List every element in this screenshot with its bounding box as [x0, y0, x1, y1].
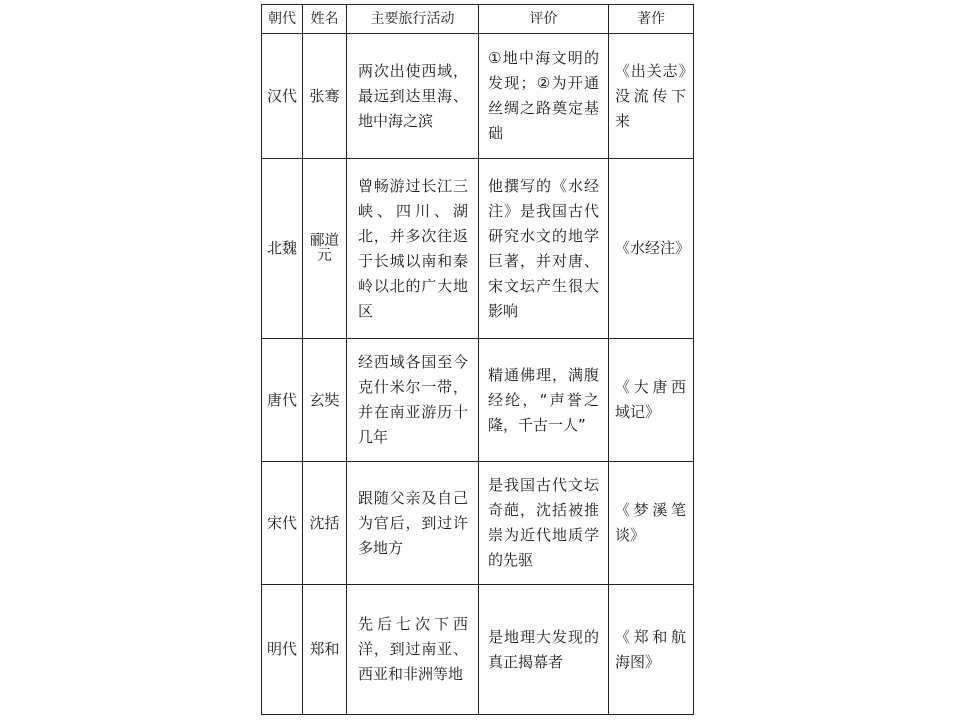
header-name: 姓名	[303, 5, 347, 34]
cell-activity	[347, 585, 479, 715]
header-dynasty: 朝代	[262, 5, 303, 34]
header-activity: 主要旅行活动	[347, 5, 479, 34]
evaluation-text: 是地理大发现的真正揭幕者	[488, 627, 599, 671]
table-header-row	[262, 5, 694, 34]
cell-dynasty: 唐代	[262, 339, 303, 462]
cell-evaluation	[479, 159, 609, 339]
cell-name: 郑和	[303, 585, 347, 715]
cell-work	[609, 339, 694, 462]
activity-text: 经西域各国至今克什米尔一带，并在南亚游历十几年	[358, 353, 468, 446]
cell-evaluation	[479, 585, 609, 715]
table-row	[262, 34, 694, 159]
evaluation-text: ①地中海文明的发现；②为开通丝绸之路奠定基础	[488, 49, 599, 142]
cell-work	[609, 462, 694, 585]
activity-text: 先后七次下西洋，到过南亚、西亚和非洲等地	[358, 615, 468, 683]
activity-text: 曾畅游过长江三峡、四川、湖北，并多次往返于长城以南和秦岭以北的广大地区	[358, 176, 468, 320]
header-evaluation: 评价	[479, 5, 609, 34]
cell-dynasty: 明代	[262, 585, 303, 715]
work-text: 《梦溪笔谈》	[615, 501, 686, 544]
table-row	[262, 339, 694, 462]
cell-evaluation	[479, 462, 609, 585]
cell-name: 沈括	[303, 462, 347, 585]
header-work: 著作	[609, 5, 694, 34]
table-row	[262, 159, 694, 339]
cell-name: 郦道元	[303, 159, 347, 339]
cell-activity	[347, 339, 479, 462]
travelers-table	[261, 4, 694, 715]
table-row	[262, 585, 694, 715]
cell-activity	[347, 34, 479, 159]
cell-dynasty: 宋代	[262, 462, 303, 585]
evaluation-text: 精通佛理，满腹经纶，“声誉之隆，千古一人”	[488, 365, 599, 434]
evaluation-text: 是我国古代文坛奇葩，沈括被推崇为近代地质学的先驱	[488, 476, 599, 569]
cell-dynasty: 汉代	[262, 34, 303, 159]
cell-activity	[347, 462, 479, 585]
activity-text: 两次出使西域，最远到达里海、地中海之滨	[358, 61, 468, 130]
cell-evaluation	[479, 34, 609, 159]
cell-name: 张骞	[303, 34, 347, 159]
cell-work	[609, 34, 694, 159]
table-row	[262, 462, 694, 585]
cell-activity	[347, 159, 479, 339]
work-text: 《大唐西域记》	[615, 378, 686, 421]
work-text: 《水经注》	[615, 239, 691, 257]
cell-work	[609, 585, 694, 715]
activity-text: 跟随父亲及自己为官后，到过许多地方	[358, 488, 468, 557]
cell-work	[609, 159, 694, 339]
history-table-container	[261, 4, 694, 715]
cell-evaluation	[479, 339, 609, 462]
work-text: 《郑和航海图》	[615, 627, 686, 671]
work-text: 《出关志》没流传下来	[615, 61, 686, 130]
cell-dynasty: 北魏	[262, 159, 303, 339]
evaluation-text: 他撰写的《水经注》是我国古代研究水文的地学巨著，并对唐、宋文坛产生很大影响	[488, 176, 599, 320]
cell-name: 玄奘	[303, 339, 347, 462]
